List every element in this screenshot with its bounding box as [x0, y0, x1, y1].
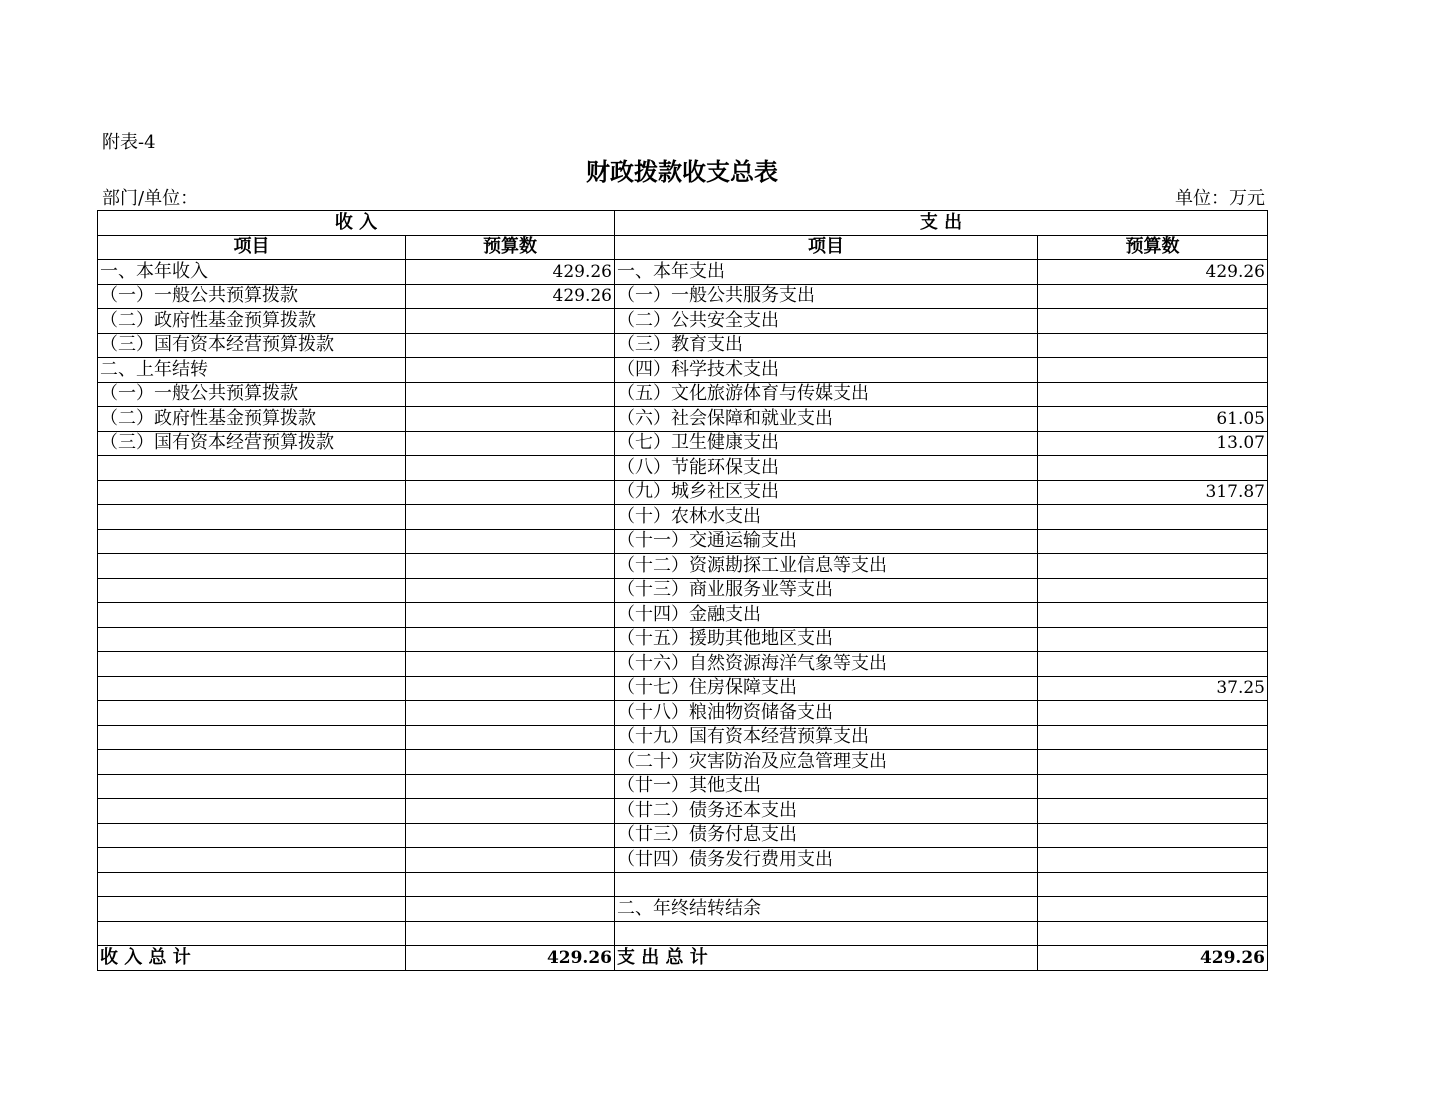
table-row — [98, 358, 1268, 383]
income-value-cell — [406, 823, 615, 848]
expense-item-cell: （八）节能环保支出 — [615, 456, 1038, 481]
expense-item-cell: （三）教育支出 — [615, 333, 1038, 358]
income-value-cell: 429.26 — [406, 284, 615, 309]
income-value-cell — [406, 382, 615, 407]
income-item-cell: 一、本年收入 — [98, 260, 406, 285]
expense-value-cell — [1038, 333, 1268, 358]
expense-item-cell: （一）一般公共服务支出 — [615, 284, 1038, 309]
expense-budget-header: 预算数 — [1038, 235, 1268, 260]
income-item-cell — [98, 897, 406, 922]
expense-value-cell: 13.07 — [1038, 431, 1268, 456]
expense-item-cell: （五）文化旅游体育与传媒支出 — [615, 382, 1038, 407]
table-row — [98, 872, 1268, 897]
income-value-cell — [406, 872, 615, 897]
table-row — [98, 652, 1268, 677]
table-row — [98, 333, 1268, 358]
table-row — [98, 848, 1268, 873]
income-value-cell — [406, 921, 615, 946]
expense-item-cell: （九）城乡社区支出 — [615, 480, 1038, 505]
expense-value-cell — [1038, 652, 1268, 677]
table-row — [98, 701, 1268, 726]
expense-value-cell — [1038, 603, 1268, 628]
income-group-header: 收 入 — [98, 211, 615, 236]
expense-value-cell — [1038, 750, 1268, 775]
income-value-cell — [406, 676, 615, 701]
expense-group-header: 支 出 — [615, 211, 1268, 236]
income-item-cell — [98, 872, 406, 897]
expense-value-cell — [1038, 897, 1268, 922]
table-row — [98, 480, 1268, 505]
expense-item-cell: （廿四）债务发行费用支出 — [615, 848, 1038, 873]
expense-value-cell — [1038, 872, 1268, 897]
income-item-cell — [98, 848, 406, 873]
income-item-cell — [98, 725, 406, 750]
expense-value-cell — [1038, 505, 1268, 530]
expense-item-cell: （十二）资源勘探工业信息等支出 — [615, 554, 1038, 579]
expense-item-cell: 一、本年支出 — [615, 260, 1038, 285]
table-row — [98, 774, 1268, 799]
income-item-cell — [98, 823, 406, 848]
income-value-cell — [406, 848, 615, 873]
table-row — [98, 284, 1268, 309]
expense-item-cell: （七）卫生健康支出 — [615, 431, 1038, 456]
income-value-cell — [406, 774, 615, 799]
income-value-cell: 429.26 — [406, 260, 615, 285]
income-value-cell — [406, 652, 615, 677]
income-item-cell: 二、上年结转 — [98, 358, 406, 383]
expense-value-cell — [1038, 799, 1268, 824]
income-item-cell — [98, 676, 406, 701]
expense-item-cell: 二、年终结转结余 — [615, 897, 1038, 922]
expense-value-cell — [1038, 529, 1268, 554]
income-value-cell — [406, 799, 615, 824]
table-body — [98, 260, 1268, 946]
expense-value-cell — [1038, 578, 1268, 603]
table-row — [98, 578, 1268, 603]
column-header-row — [98, 235, 1268, 260]
expense-value-cell — [1038, 701, 1268, 726]
expense-item-cell: （二）公共安全支出 — [615, 309, 1038, 334]
expense-value-cell — [1038, 725, 1268, 750]
expense-item-header: 项目 — [615, 235, 1038, 260]
income-item-header: 项目 — [98, 235, 406, 260]
expense-value-cell — [1038, 309, 1268, 334]
expense-value-cell: 61.05 — [1038, 407, 1268, 432]
table-row — [98, 554, 1268, 579]
income-item-cell — [98, 774, 406, 799]
expense-item-cell — [615, 921, 1038, 946]
income-item-cell: （二）政府性基金预算拨款 — [98, 309, 406, 334]
expense-item-cell: （十六）自然资源海洋气象等支出 — [615, 652, 1038, 677]
group-header-row — [98, 211, 1268, 236]
expense-value-cell — [1038, 774, 1268, 799]
expense-total-label: 支 出 总 计 — [615, 946, 1038, 971]
table-row — [98, 823, 1268, 848]
attachment-label: 附表-4 — [102, 132, 156, 153]
expense-item-cell: （十八）粮油物资储备支出 — [615, 701, 1038, 726]
expense-item-cell: （二十）灾害防治及应急管理支出 — [615, 750, 1038, 775]
total-row — [98, 946, 1268, 971]
table-row — [98, 897, 1268, 922]
expense-item-cell: （廿三）债务付息支出 — [615, 823, 1038, 848]
income-value-cell — [406, 627, 615, 652]
income-item-cell — [98, 701, 406, 726]
income-value-cell — [406, 456, 615, 481]
income-item-cell: （一）一般公共预算拨款 — [98, 382, 406, 407]
table-row — [98, 407, 1268, 432]
expense-value-cell: 317.87 — [1038, 480, 1268, 505]
income-value-cell — [406, 529, 615, 554]
expense-value-cell — [1038, 456, 1268, 481]
income-item-cell — [98, 529, 406, 554]
income-item-cell — [98, 921, 406, 946]
income-item-cell: （三）国有资本经营预算拨款 — [98, 431, 406, 456]
income-value-cell — [406, 431, 615, 456]
expense-item-cell: （六）社会保障和就业支出 — [615, 407, 1038, 432]
table-row — [98, 799, 1268, 824]
table-row — [98, 750, 1268, 775]
expense-item-cell: （十七）住房保障支出 — [615, 676, 1038, 701]
expense-item-cell: （十九）国有资本经营预算支出 — [615, 725, 1038, 750]
income-value-cell — [406, 897, 615, 922]
table-row — [98, 505, 1268, 530]
table-row — [98, 921, 1268, 946]
income-value-cell — [406, 554, 615, 579]
income-item-cell — [98, 456, 406, 481]
income-item-cell — [98, 750, 406, 775]
table-row — [98, 676, 1268, 701]
expense-item-cell: （廿一）其他支出 — [615, 774, 1038, 799]
income-value-cell — [406, 333, 615, 358]
income-item-cell — [98, 578, 406, 603]
income-total-value: 429.26 — [406, 946, 615, 971]
income-value-cell — [406, 701, 615, 726]
income-value-cell — [406, 578, 615, 603]
unit-label: 单位：万元 — [1175, 188, 1265, 209]
income-total-label: 收 入 总 计 — [98, 946, 406, 971]
expense-item-cell — [615, 872, 1038, 897]
expense-value-cell — [1038, 382, 1268, 407]
income-item-cell — [98, 554, 406, 579]
income-item-cell — [98, 505, 406, 530]
income-item-cell: （二）政府性基金预算拨款 — [98, 407, 406, 432]
expense-value-cell — [1038, 627, 1268, 652]
income-item-cell — [98, 627, 406, 652]
income-item-cell: （三）国有资本经营预算拨款 — [98, 333, 406, 358]
income-item-cell — [98, 603, 406, 628]
income-value-cell — [406, 309, 615, 334]
expense-item-cell: （十四）金融支出 — [615, 603, 1038, 628]
expense-value-cell — [1038, 554, 1268, 579]
table-row — [98, 309, 1268, 334]
expense-value-cell — [1038, 358, 1268, 383]
table-row — [98, 382, 1268, 407]
income-value-cell — [406, 407, 615, 432]
income-value-cell — [406, 505, 615, 530]
expense-value-cell — [1038, 284, 1268, 309]
table-row — [98, 456, 1268, 481]
table-row — [98, 260, 1268, 285]
expense-total-value: 429.26 — [1038, 946, 1268, 971]
income-item-cell: （一）一般公共预算拨款 — [98, 284, 406, 309]
expense-item-cell: （廿二）债务还本支出 — [615, 799, 1038, 824]
expense-item-cell: （十）农林水支出 — [615, 505, 1038, 530]
income-item-cell — [98, 799, 406, 824]
table-row — [98, 603, 1268, 628]
income-value-cell — [406, 725, 615, 750]
expense-item-cell: （四）科学技术支出 — [615, 358, 1038, 383]
income-value-cell — [406, 358, 615, 383]
table-row — [98, 529, 1268, 554]
expense-item-cell: （十一）交通运输支出 — [615, 529, 1038, 554]
department-label: 部门/单位： — [102, 188, 199, 209]
expense-value-cell — [1038, 823, 1268, 848]
income-value-cell — [406, 603, 615, 628]
income-value-cell — [406, 480, 615, 505]
expense-value-cell: 429.26 — [1038, 260, 1268, 285]
income-item-cell — [98, 652, 406, 677]
expense-value-cell — [1038, 848, 1268, 873]
income-item-cell — [98, 480, 406, 505]
table-row — [98, 725, 1268, 750]
expense-item-cell: （十五）援助其他地区支出 — [615, 627, 1038, 652]
expense-value-cell: 37.25 — [1038, 676, 1268, 701]
expense-item-cell: （十三）商业服务业等支出 — [615, 578, 1038, 603]
budget-table — [97, 210, 1268, 971]
page-title: 财政拨款收支总表 — [586, 157, 778, 186]
table-row — [98, 431, 1268, 456]
income-budget-header: 预算数 — [406, 235, 615, 260]
expense-value-cell — [1038, 921, 1268, 946]
table-row — [98, 627, 1268, 652]
income-value-cell — [406, 750, 615, 775]
